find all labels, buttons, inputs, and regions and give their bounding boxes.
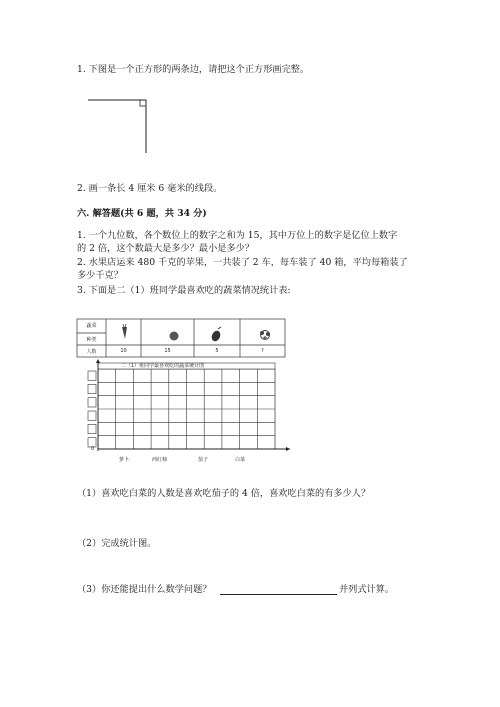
category-label-carrot: 萝卜 xyxy=(119,457,130,463)
y-scale-box xyxy=(88,384,96,393)
sub-question-3-part-a: （3）你还能提出什么数学问题？ xyxy=(77,584,212,595)
table-header-kind: 种类 xyxy=(86,337,97,343)
table-count-label: 人数 xyxy=(86,349,97,355)
problem-1-line-1: 1. 一个九位数，各个数位上的数字之和为 15，其中万位上的数字是亿位上数字 xyxy=(77,230,398,241)
sub-question-3-part-b: 并列式计算。 xyxy=(339,584,395,595)
category-label-eggplant: 茄子 xyxy=(198,457,209,463)
chart-title: 二（1）班同学最喜欢吃的蔬菜统计图 xyxy=(121,363,205,369)
problem-1-line-2: 的 2 倍，这个数最大是多少？最小是多少？ xyxy=(77,243,255,254)
question-1: 1. 下图是一个正方形的两条边，请把这个正方形画完整。 xyxy=(77,64,310,75)
y-scale-box xyxy=(88,398,96,407)
problem-2-line-2: 多少千克？ xyxy=(77,270,123,281)
y-axis-arrow xyxy=(96,359,100,363)
section-6-heading: 六. 解答题(共 6 题，共 34 分) xyxy=(77,208,207,219)
category-label-tomato: 西红柿 xyxy=(152,457,168,463)
problem-2-line-1: 2. 水果店运来 480 千克的苹果，一共装了 2 车，每车装了 40 箱，平均每箱装了 xyxy=(77,257,408,268)
table-count-carrot: 10 xyxy=(120,348,127,354)
y-scale-box xyxy=(88,424,96,433)
y-scale-box xyxy=(88,411,96,420)
question-2: 2. 画一条长 4 厘米 6 毫米的线段。 xyxy=(77,183,223,194)
sub-question-1: （1）喜欢吃白菜的人数是喜欢吃茄子的 4 倍，喜欢吃白菜的有多少人？ xyxy=(77,488,371,499)
category-label-cabbage: 白菜 xyxy=(235,457,246,463)
y-scale-box xyxy=(88,371,96,380)
chart-origin-label: 0 xyxy=(91,446,95,452)
problem-3: 3. 下面是二（1）班同学最喜欢吃的蔬菜情况统计表: xyxy=(77,285,291,296)
sub-question-2: （2）完成统计图。 xyxy=(77,538,157,549)
x-axis-arrow xyxy=(286,447,290,451)
table-header-vegetable: 蔬菜 xyxy=(86,323,97,329)
table-count-eggplant: 5 xyxy=(215,348,219,354)
table-count-cabbage: ? xyxy=(261,348,264,354)
table-count-tomato: 15 xyxy=(164,348,171,354)
answer-blank-line[interactable] xyxy=(220,594,337,595)
